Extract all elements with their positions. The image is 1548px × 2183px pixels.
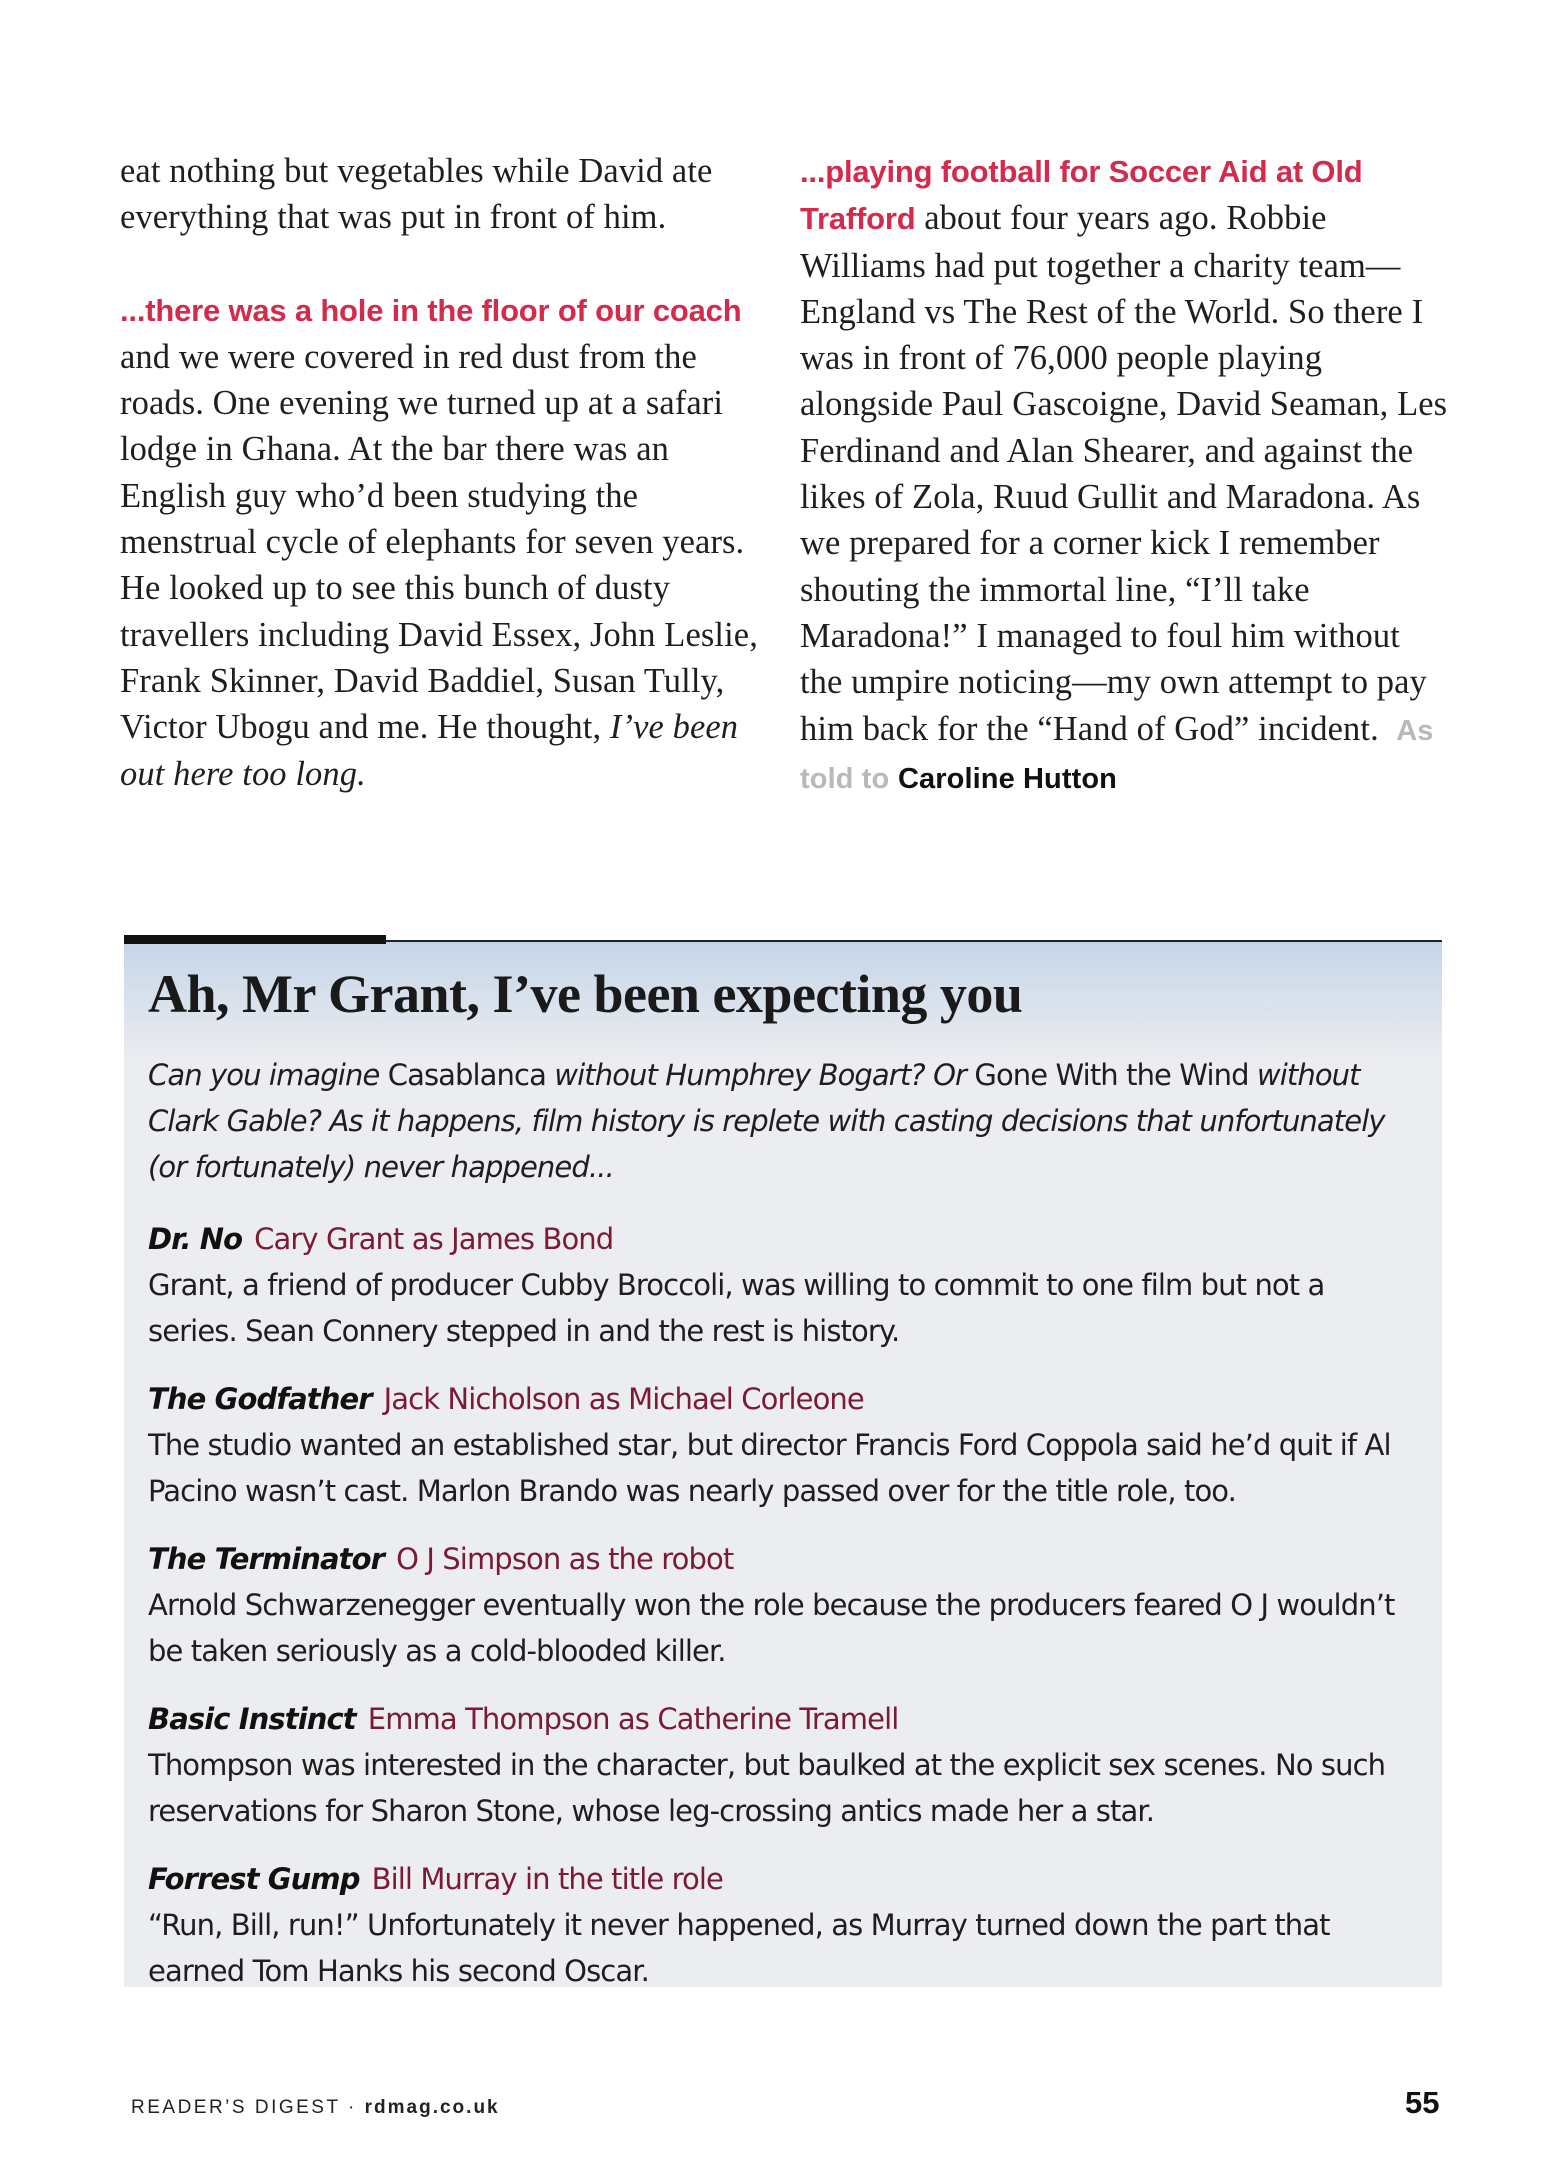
intro-part2: without Humphrey Bogart? Or	[545, 1058, 975, 1092]
highlight-coach: ...there was a hole in the floor of our coach	[120, 292, 742, 328]
intro-film-casablanca: Casablanca	[387, 1058, 546, 1092]
film-title: The Terminator	[148, 1542, 385, 1576]
casting-note: Emma Thompson as Catherine Tramell	[367, 1702, 899, 1736]
publication-name: READER’S DIGEST ·	[131, 2097, 365, 2118]
intro-part3: without Clark Gable? As it happens, film history is replete with casting decisions that unfortunately (or fortunately) never happened...	[148, 1058, 1385, 1184]
page-number: 55	[1405, 2085, 1440, 2120]
casting-note: O J Simpson as the robot	[396, 1542, 734, 1576]
sidebar-intro	[148, 1052, 1418, 1190]
entry-description: The studio wanted an established star, but director Francis Ford Coppola said he’d quit if Al Pacino wasn’t cast. Marlon Brando was nearly passed over for the title role, too.	[148, 1428, 1391, 1508]
entry-basic-instinct	[148, 1696, 1418, 1834]
entry-description: “Run, Bill, run!” Unfortunately it never happened, as Murray turned down the part that earned Tom Hanks his second Oscar.	[148, 1908, 1330, 1988]
entry-head	[148, 1216, 1418, 1262]
soccer-aid-text: about four years ago. Robbie Williams had put together a charity team—England vs The Rest of the World. So there I was in front of 76,000 people playing alongside Paul Gascoigne, David Seaman, Les Ferdinand and Alan Shearer, and against the likes of Zola, Ruud Gullit and Maradona. As we prepared for a corner kick I remember shouting the immortal line, “I’ll take Maradona!” I managed to foul him without the umpire noticing—my own attempt to pay him back for the “Hand of God” incident.	[800, 199, 1448, 748]
film-title: Basic Instinct	[148, 1702, 356, 1736]
sidebar-title: Ah, Mr Grant, I’ve been expecting you	[148, 964, 1023, 1024]
film-title: The Godfather	[148, 1382, 372, 1416]
entry-forrest-gump	[148, 1856, 1418, 1994]
paragraph-coach	[120, 287, 770, 797]
site-url: rdmag.co.uk	[364, 2097, 500, 2118]
entry-head	[148, 1696, 1418, 1742]
casting-note: Jack Nicholson as Michael Corleone	[383, 1382, 864, 1416]
entry-head	[148, 1856, 1418, 1902]
intro-part1: Can you imagine	[148, 1058, 388, 1092]
highlight-soccer-aid: ...playing football for Soccer Aid at Old Trafford	[800, 154, 1363, 237]
entry-dr-no	[148, 1216, 1418, 1354]
film-title: Dr. No	[148, 1222, 243, 1256]
entry-description: Arnold Schwarzenegger eventually won the role because the producers feared O J wouldn’t be taken seriously as a cold-blooded killer.	[148, 1588, 1395, 1668]
sidebar-body	[148, 1052, 1418, 2016]
paragraph-vegetables: eat nothing but vegetables while David ate everything that was put in front of him.	[120, 152, 713, 237]
entry-head	[148, 1536, 1418, 1582]
coach-italic: I’ve been out here too long.	[120, 708, 739, 793]
intro-film-gone-with-the-wind: Gone With the Wind	[974, 1058, 1249, 1092]
right-column	[800, 148, 1450, 802]
casting-note: Cary Grant as James Bond	[254, 1222, 614, 1256]
credit-prefix: As told to	[800, 714, 1434, 795]
entry-the-terminator	[148, 1536, 1418, 1674]
footer-publication	[131, 2097, 500, 2119]
coach-text: and we were covered in red dust from the roads. One evening we turned up at a safari lodge in Ghana. At the bar there was an English guy who’d been studying the menstrual cycle of elephants for seven years. He looked up to see this bunch of dusty travellers including David Essex, John Leslie, Frank Skinner, David Baddiel, Susan Tully, Victor Ubogu and me. He thought,	[120, 337, 758, 747]
entry-head	[148, 1376, 1418, 1422]
paragraph-soccer-aid	[800, 148, 1450, 802]
entry-the-godfather	[148, 1376, 1418, 1514]
entry-description: Thompson was interested in the character, but baulked at the explicit sex scenes. No such reservations for Sharon Stone, whose leg-crossing antics made her a star.	[148, 1748, 1386, 1828]
entry-description: Grant, a friend of producer Cubby Broccoli, was willing to commit to one film but not a series. Sean Connery stepped in and the rest is history.	[148, 1268, 1325, 1348]
sidebar-box	[124, 940, 1442, 1987]
credit-name: Caroline Hutton	[898, 762, 1118, 795]
left-column	[120, 148, 770, 797]
sidebar-accent-rule	[124, 935, 386, 944]
casting-note: Bill Murray in the title role	[371, 1862, 723, 1896]
film-title: Forrest Gump	[148, 1862, 360, 1896]
